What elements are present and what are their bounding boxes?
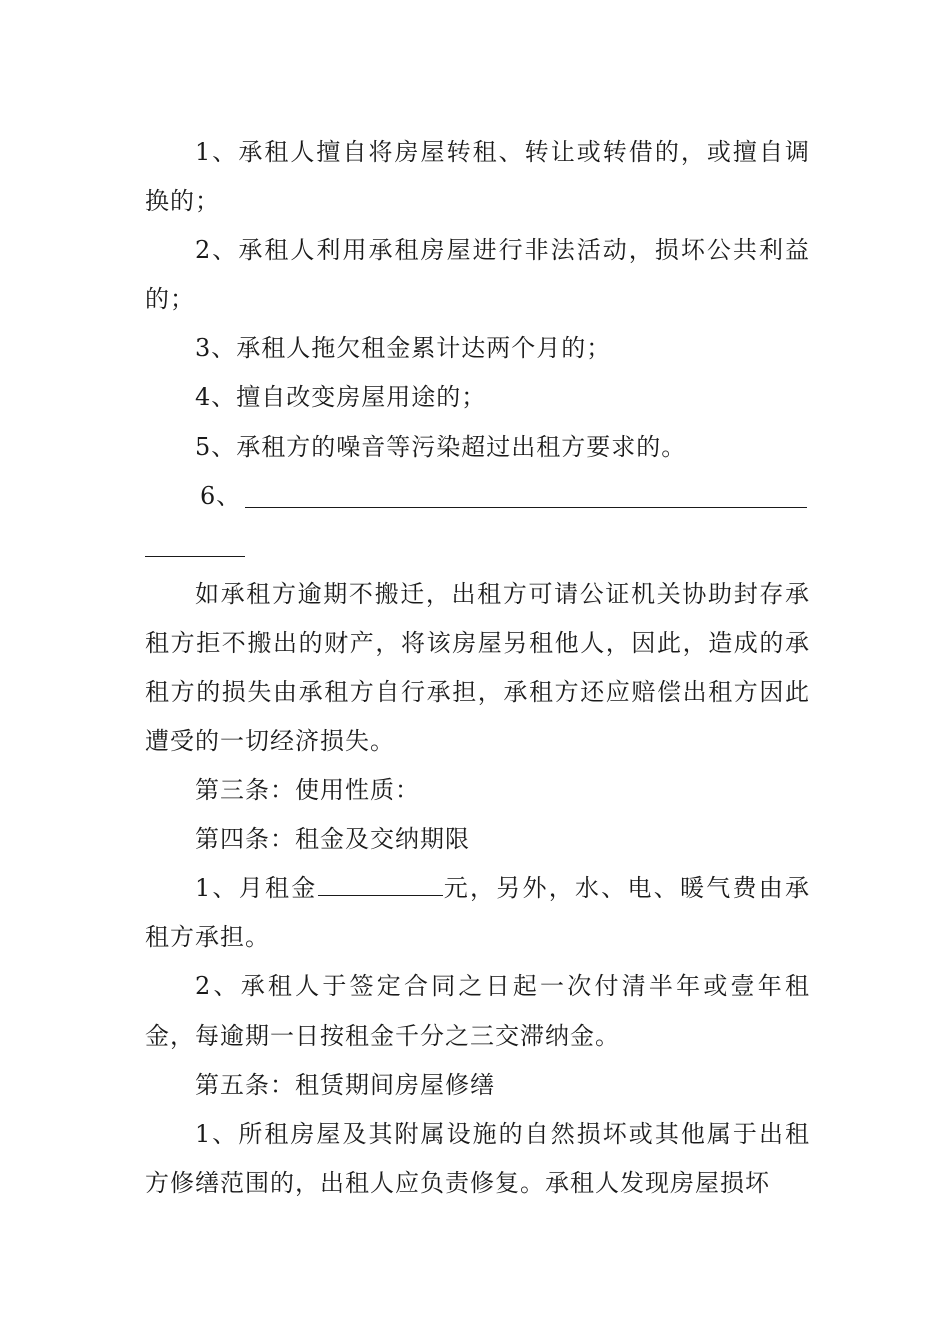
rent-terms: 元，另外，水、电、暖气费由承租方承担。: [145, 874, 810, 952]
article-5-item-1: 1、所租房屋及其附属设施的自然损坏或其他属于出租方修缮范围的，出租人应负责修复。承租人发现房屋损坏: [145, 1119, 810, 1197]
article-4-title: 第四条：租金及交纳期限: [195, 825, 470, 854]
clause-1: 1、承租人擅自将房屋转租、转让或转借的，或擅自调换的；: [145, 138, 810, 216]
clause-5: 5、承租方的噪音等污染超过出租方要求的。: [195, 432, 687, 461]
clause-6-number: 6、: [200, 481, 242, 510]
fill-in-blank-line: [245, 507, 807, 508]
article-4-item-1: [145, 864, 810, 962]
fill-in-blank-line-continued: [145, 556, 245, 557]
clause-3: 3、承租人拖欠租金累计达两个月的；: [195, 334, 612, 363]
clause-2: 2、承租人利用承租房屋进行非法活动，损坏公共利益的；: [145, 236, 810, 314]
rent-label: 1、月租金: [195, 874, 318, 903]
relocation-paragraph: 如承租方逾期不搬迁，出租方可请公证机关协助封存承租方拒不搬出的财产，将该房屋另租他人，因此，造成的承租方的损失由承租方自行承担，承租方还应赔偿出租方因此遭受的一切经济损失。: [145, 579, 810, 755]
rent-amount-blank: [318, 875, 443, 896]
article-4-item-2: 2、承租人于签定合同之日起一次付清半年或壹年租金，每逾期一日按租金千分之三交滞纳金。: [145, 972, 810, 1050]
clause-4: 4、擅自改变房屋用途的；: [195, 383, 487, 412]
document-body: [145, 128, 810, 1208]
article-3-title: 第三条：使用性质：: [195, 776, 420, 805]
article-5-title: 第五条：租赁期间房屋修缮: [195, 1070, 495, 1099]
clause-6-blank: [145, 472, 810, 570]
